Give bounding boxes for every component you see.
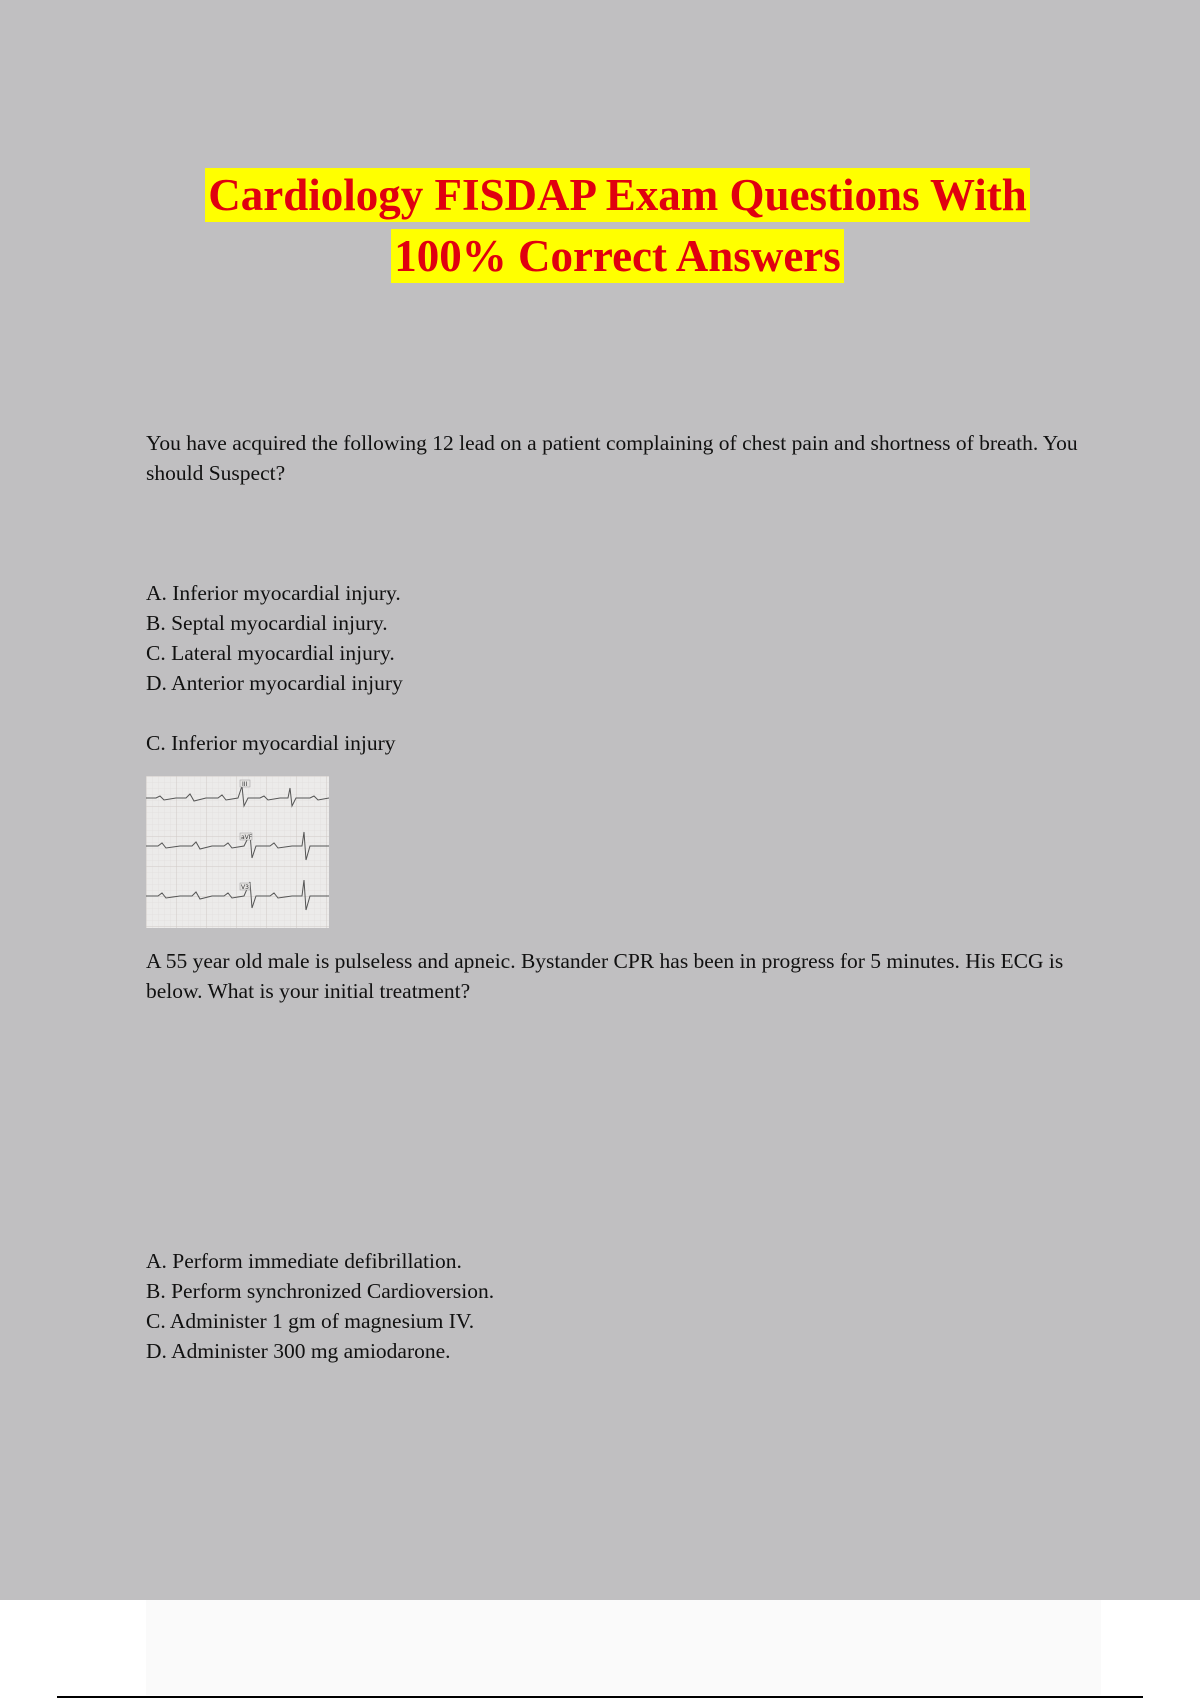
question-2-options <box>146 1246 494 1366</box>
question-1-options <box>146 578 403 698</box>
ecg-lead-label-avf: aVF <box>241 834 253 841</box>
document-title <box>0 168 1200 290</box>
question-2-prompt: A 55 year old male is pulseless and apneic. Bystander CPR has been in progress for 5 minutes. His ECG is below. What is your initial treatment? <box>146 949 1064 1003</box>
question-1-option-c: C. Lateral myocardial injury. <box>146 641 395 665</box>
ecg-grid-graphic <box>146 776 329 928</box>
question-1-prompt: You have acquired the following 12 lead on a patient complaining of chest pain and shortness of breath. You should Suspect? <box>146 431 1078 485</box>
question-2-option-b: B. Perform synchronized Cardioversion. <box>146 1279 495 1303</box>
question-2-option-a: A. Perform immediate defibrillation. <box>146 1249 462 1273</box>
question-1-answer: C. Inferior myocardial injury <box>146 731 396 755</box>
question-1-option-a: A. Inferior myocardial injury. <box>146 581 401 605</box>
footer-divider <box>57 1696 1143 1698</box>
title-line-1: Cardiology FISDAP Exam Questions With <box>205 168 1029 222</box>
ecg-lead-label-iii: III <box>242 781 248 788</box>
question-2-option-d: D. Administer 300 mg amiodarone. <box>146 1339 451 1363</box>
ecg-strip-image <box>146 776 329 928</box>
ecg-lead-label-v3: V3 <box>241 884 249 891</box>
question-1-option-d: D. Anterior myocardial injury <box>146 671 403 695</box>
question-1-option-b: B. Septal myocardial injury. <box>146 611 388 635</box>
title-line-2: 100% Correct Answers <box>391 229 844 283</box>
question-2-option-c: C. Administer 1 gm of magnesium IV. <box>146 1309 475 1333</box>
page-footer-area <box>146 1600 1101 1695</box>
